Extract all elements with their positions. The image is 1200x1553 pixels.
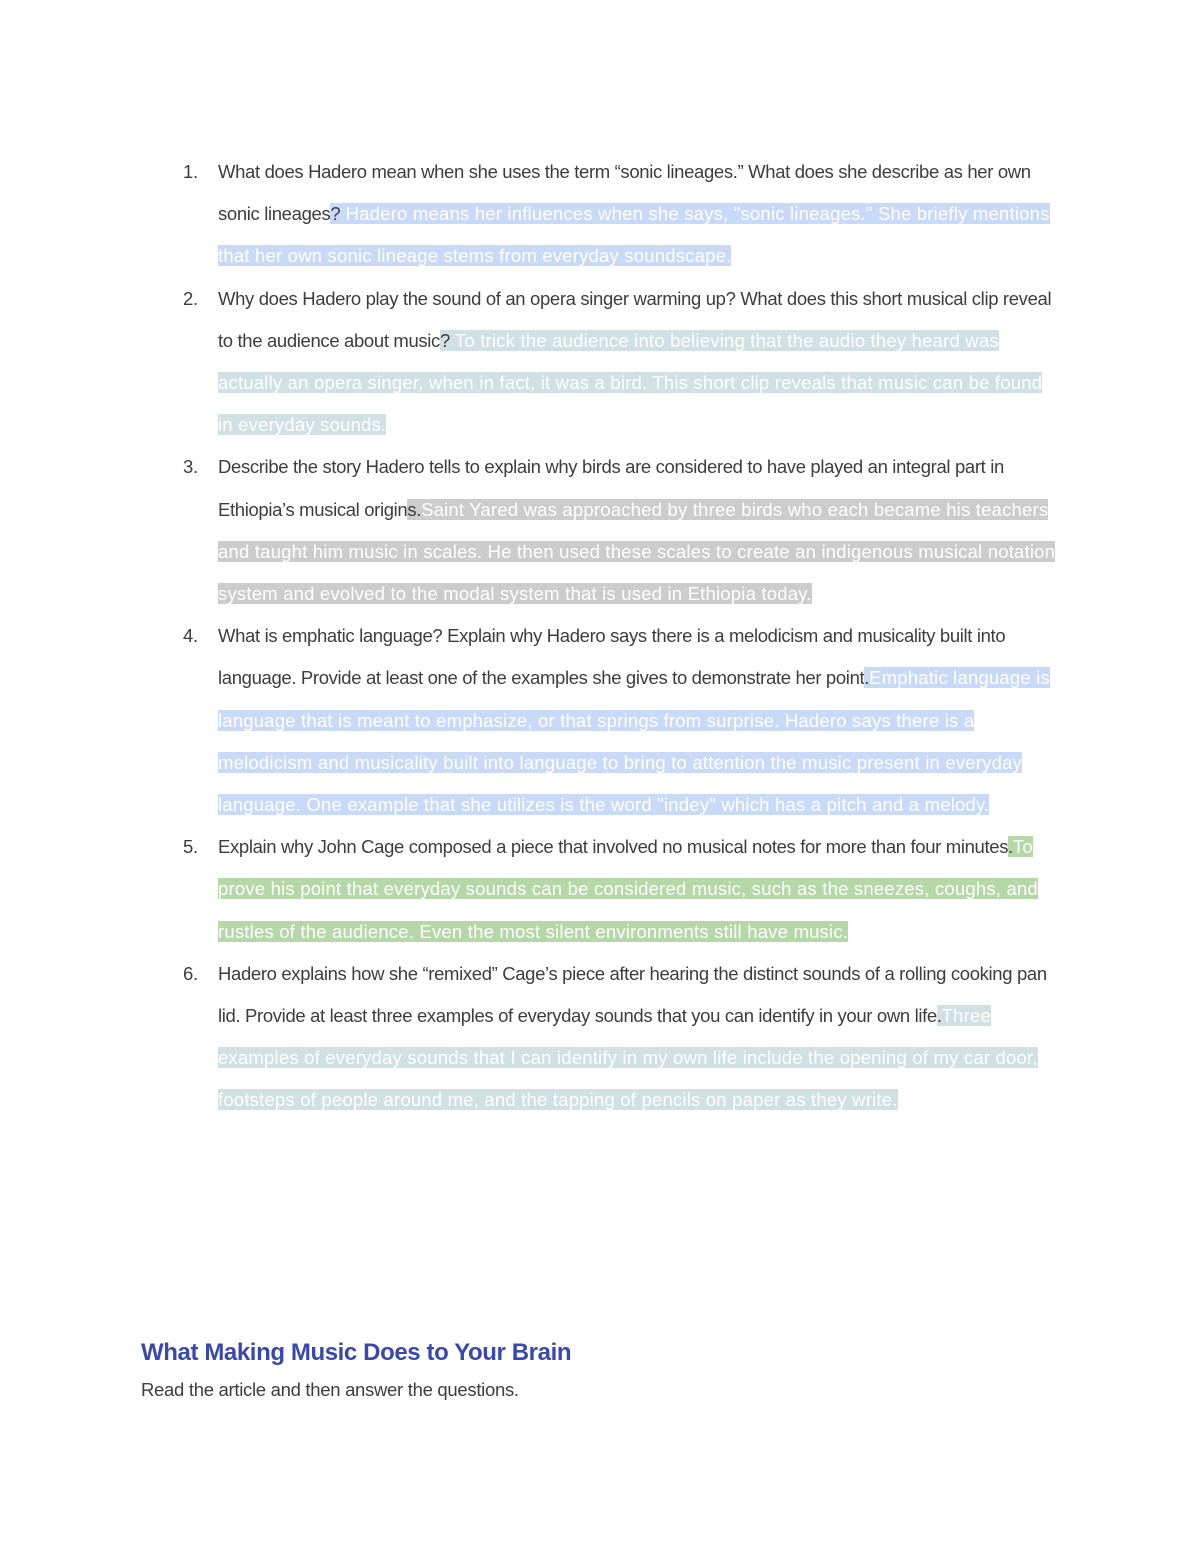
question-item-1	[0, 151, 1200, 278]
section-heading: What Making Music Does to Your Brain	[141, 1339, 572, 1366]
question-end: .	[1008, 836, 1013, 858]
answer-text: Emphatic language is language that is meant to emphasize, or that springs from surprise. Hadero says there is a melodicism and musicality built into language to bring to attention the music present in everyday language. One example that she utilizes is the word "indey" which has a pitch and a melody.	[218, 667, 1050, 816]
question-text: Why does Hadero play the sound of an opera singer warming up? What does this short musical clip reveal to the audience about music	[218, 287, 1052, 351]
question-end: s.	[407, 498, 422, 520]
question-item-4	[0, 615, 1200, 826]
answer-text: To trick the audience into believing that the audio they heard was actually an opera singer, when in fact, it was a bird. This short clip reveals that music can be found in everyday sounds.	[218, 329, 1043, 436]
answer-text: Hadero means her influences when she says, "sonic lineages." She briefly mentions that her own sonic lineage stems from everyday soundscape.	[218, 203, 1050, 267]
section-instructions: Read the article and then answer the questions.	[141, 1379, 519, 1400]
question-number: 3.	[183, 456, 198, 478]
question-item-3	[0, 446, 1200, 615]
question-text: What does Hadero mean when she uses the term “sonic lineages.” What does she describe as her own sonic lineages	[218, 161, 1031, 225]
question-end: ?	[330, 203, 341, 225]
answer-text: Saint Yared was approached by three birds who each became his teachers and taught him music in scales. He then used these scales to create an indigenous musical notation system and evolved to the modal system that is used in Ethiopia today.	[218, 498, 1056, 605]
answer-text: To prove his point that everyday sounds can be considered music, such as the sneezes, coughs, and rustles of the audience. Even the most silent environments still have music.	[218, 836, 1038, 942]
question-item-6	[0, 953, 1200, 1122]
question-end: ?	[439, 329, 450, 351]
question-text: Describe the story Hadero tells to explain why birds are considered to have played an integral part in Ethiopia’s musical origin	[218, 456, 1004, 520]
question-number: 6.	[183, 962, 198, 984]
question-text: Hadero explains how she “remixed” Cage’s piece after hearing the distinct sounds of a rolling cooking pan lid. Provide at least three examples of everyday sounds that you can identify in your own life	[218, 962, 1047, 1027]
question-number: 2.	[183, 287, 198, 309]
question-number: 1.	[183, 161, 198, 182]
question-item-2	[0, 278, 1200, 447]
question-end: .	[864, 667, 870, 689]
question-end: .	[936, 1005, 942, 1027]
question-item-5	[0, 826, 1200, 953]
question-text: Explain why John Cage composed a piece that involved no musical notes for more than four minutes	[218, 836, 1009, 858]
question-number: 5.	[183, 836, 198, 858]
question-text: What is emphatic language? Explain why Hadero says there is a melodicism and musicality built into language. Provide at least one of the examples she gives to demonstrate her point	[218, 625, 1006, 689]
question-number: 4.	[183, 625, 198, 647]
question-list	[0, 151, 1200, 1122]
answer-text: Three examples of everyday sounds that I can identify in my own life include the opening of my car door, footsteps of people around me, and the tapping of pencils on paper as they write.	[218, 1005, 1038, 1111]
